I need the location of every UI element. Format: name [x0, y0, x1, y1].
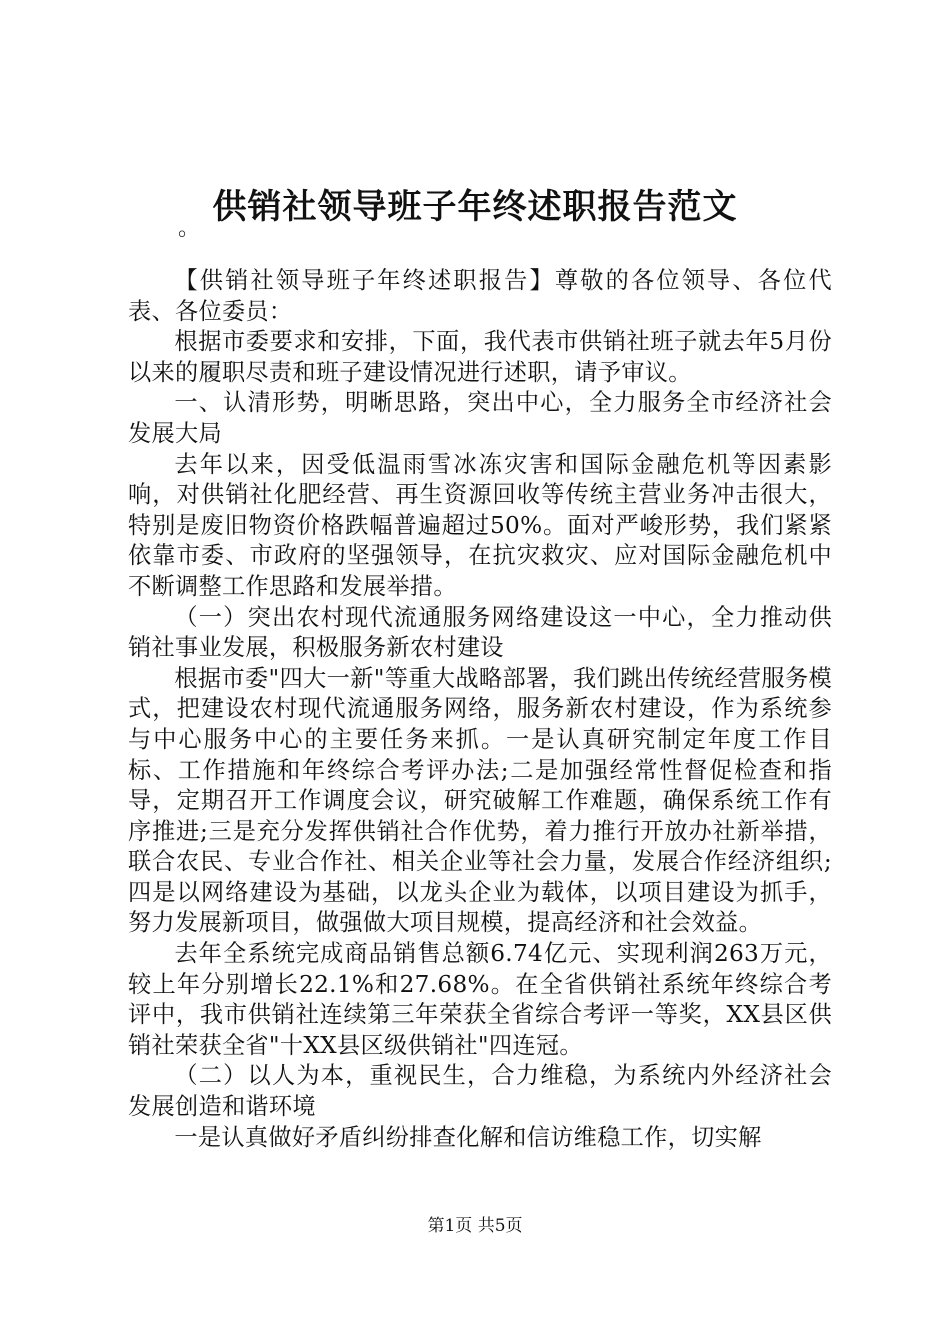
paragraph-network-building: 根据市委"四大一新"等重大战略部署，我们跳出传统经营服务模式，把建设农村现代流通服务网络，服务新农村建设，作为系统参与中心服务中心的主要任务来抓。一是认真研究制定年度工作目标、工作措施和年终综合考评办法;二是加强经常性督促检查和指导，定期召开工作调度会议，研究破解工作难题，确保系统工作有序推进;三是充分发挥供销社合作优势，着力推行开放办社新举措，联合农民、专业合作社、相关企业等社会力量，发展合作经济组织;四是以网络建设为基础，以龙头企业为载体，以项目建设为抓手，努力发展新项目，做强做大项目规模，提高经济和社会效益。	[128, 664, 832, 937]
paragraph-intro: 根据市委要求和安排，下面，我代表市供销社班子就去年5月份以来的履职尽责和班子建设情况进行述职，请予审议。	[128, 328, 832, 386]
document-body	[128, 266, 832, 1153]
paragraph-salutation: 【供销社领导班子年终述职报告】尊敬的各位领导、各位代表、各位委员：	[128, 267, 832, 325]
paragraph-situation: 去年以来，因受低温雨雪冰冻灾害和国际金融危机等因素影响，对供销社化肥经营、再生资源回收等传统主营业务冲击很大，特别是废旧物资价格跌幅普遍超过50%。面对严峻形势，我们紧紧依靠市委、市政府的坚强领导，在抗灾救灾、应对国际金融危机中不断调整工作思路和发展举措。	[128, 450, 832, 600]
document-title: 供销社领导班子年终述职报告范文	[212, 187, 738, 227]
stray-punctuation-mark: 。	[178, 216, 201, 241]
paragraph-results: 去年全系统完成商品销售总额6.74亿元、实现利润263万元，较上年分别增长22.1%和27.68%。在全省供销社系统年终综合考评中，我市供销社连续第三年荣获全省综合考评一等奖，XX县区供销社荣获全省"十XX县区级供销社"四连冠。	[128, 940, 832, 1059]
subsection-heading-1: （一）突出农村现代流通服务网络建设这一中心，全力推动供销社事业发展，积极服务新农村建设	[128, 603, 832, 662]
paragraph-stability: 一是认真做好矛盾纠纷排查化解和信访维稳工作，切实解	[174, 1123, 762, 1151]
section-heading-1: 一、认清形势，明晰思路，突出中心，全力服务全市经济社会发展大局	[128, 389, 832, 447]
page-footer: 第1页 共5页	[427, 1216, 523, 1236]
subsection-heading-2: （二）以人为本，重视民生，合力维稳，为系统内外经济社会发展创造和谐环境	[128, 1062, 832, 1121]
